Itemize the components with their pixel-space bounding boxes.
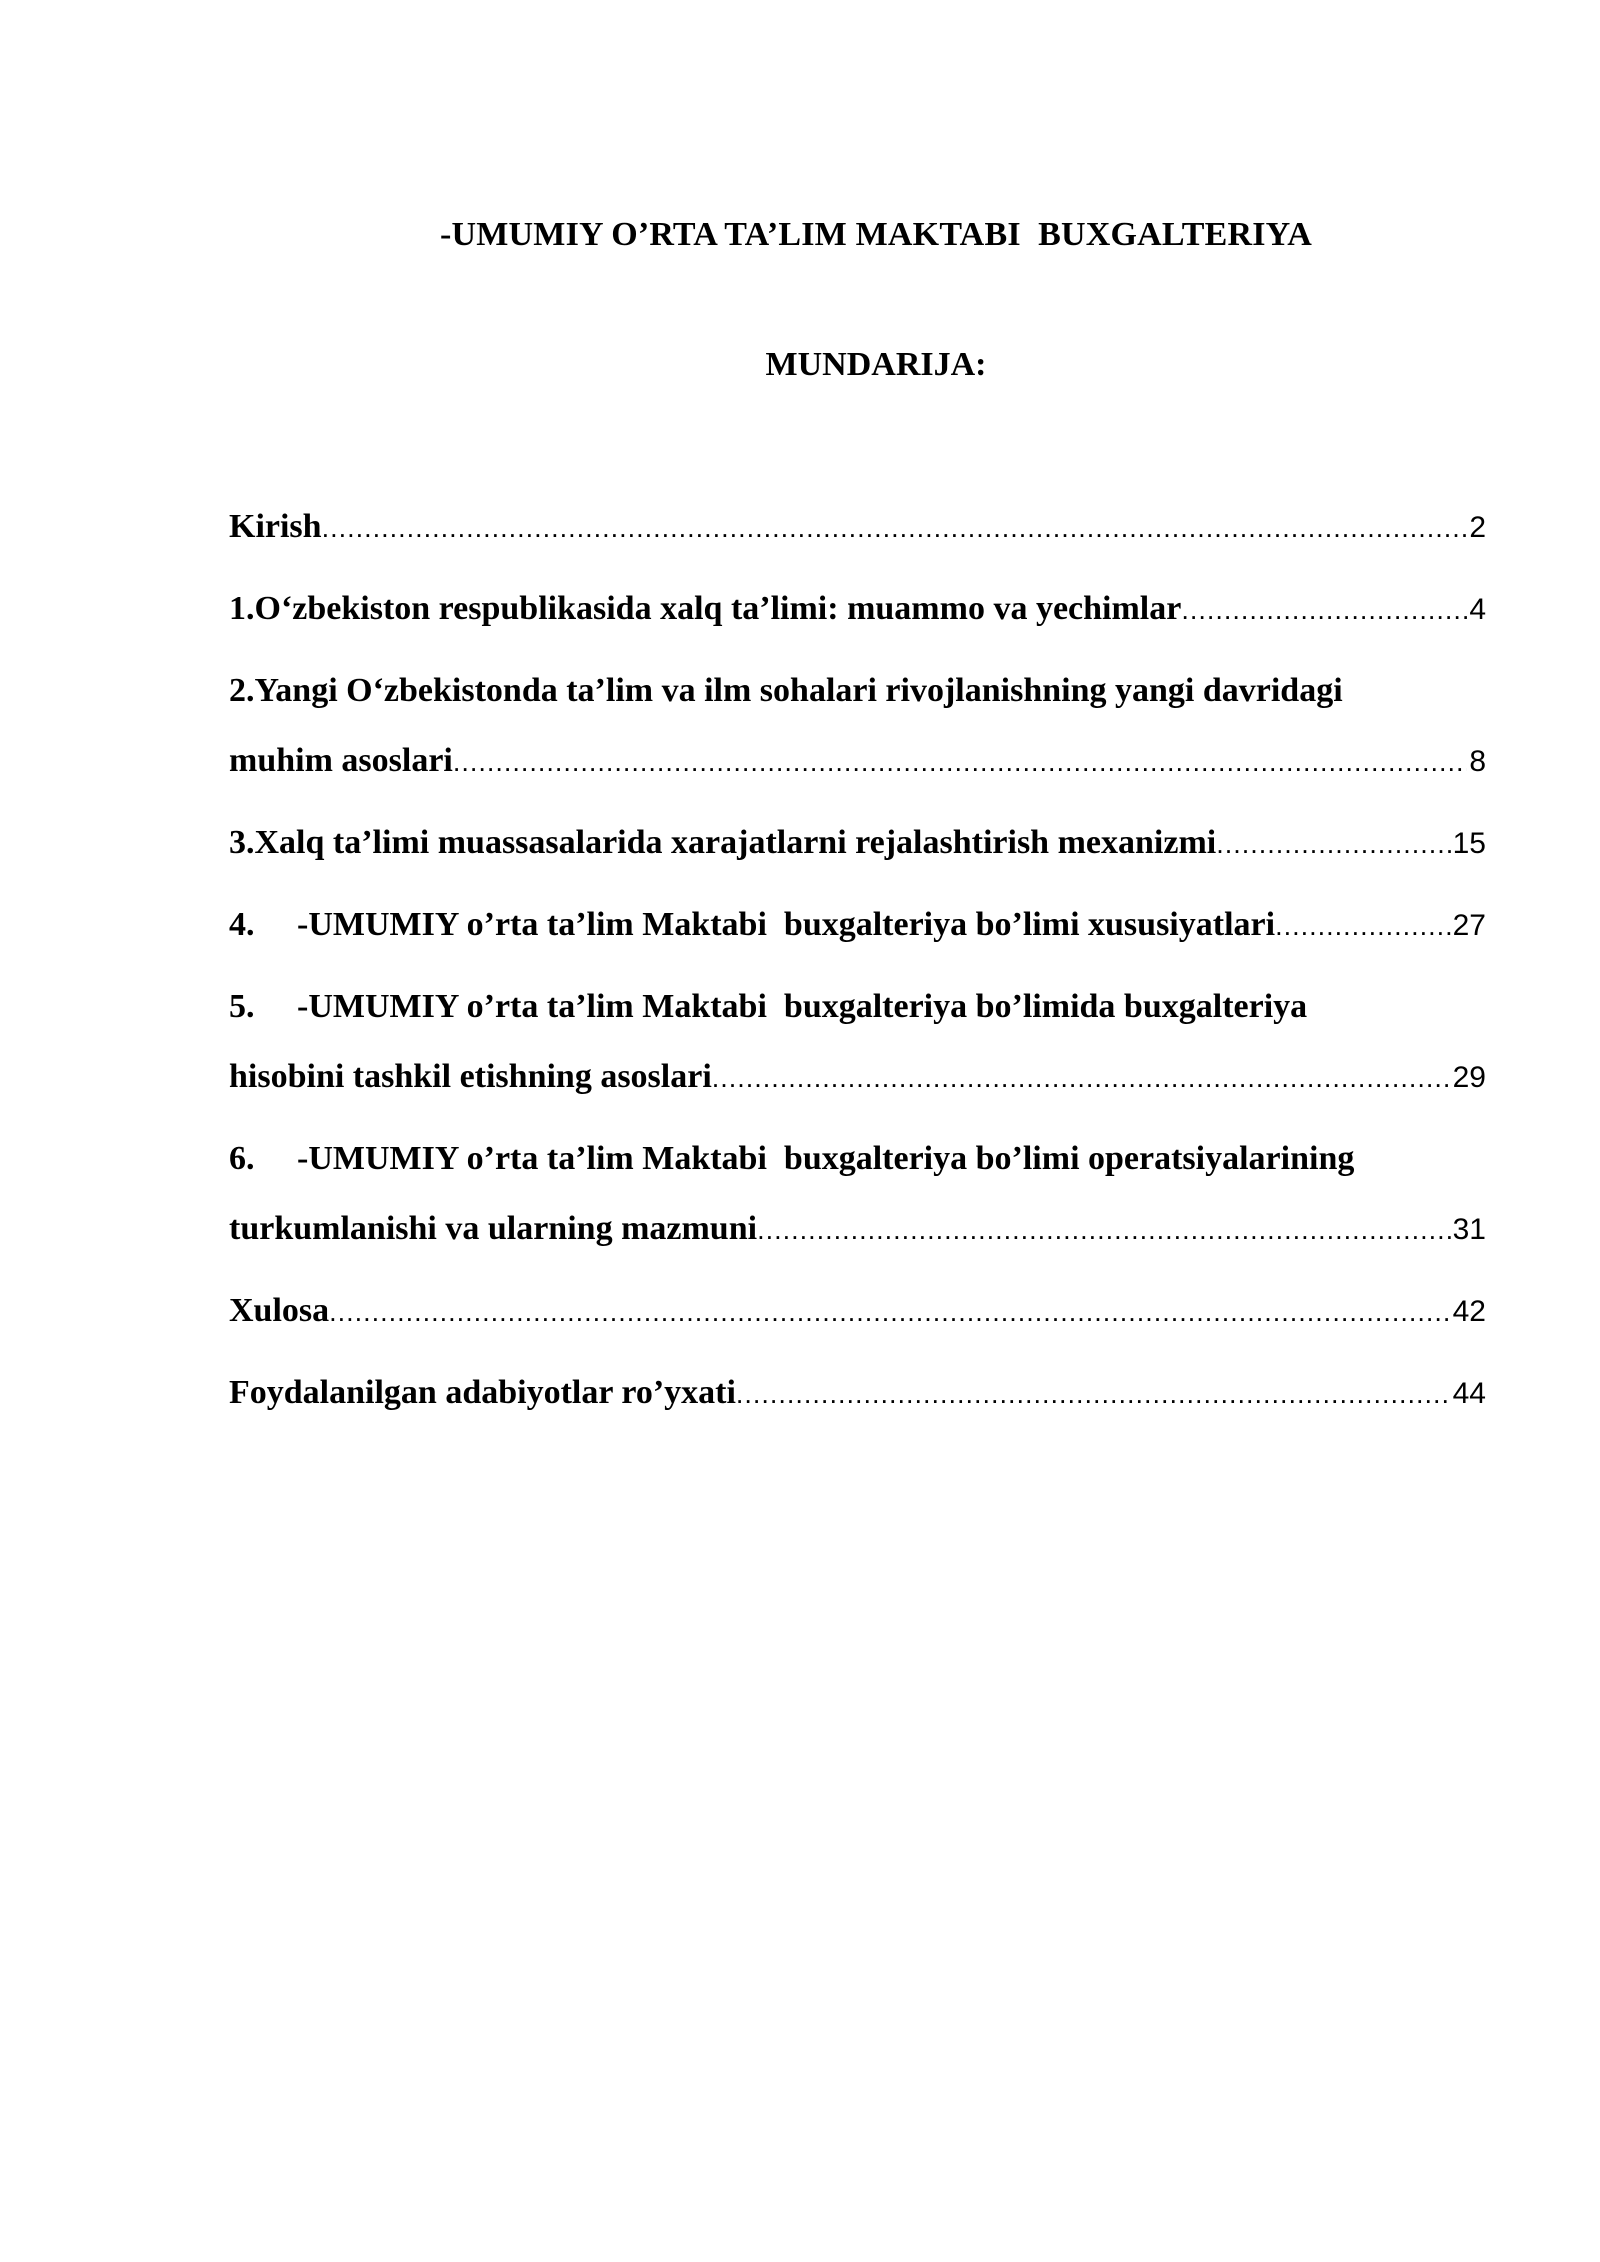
- toc-entry-title: Kirish: [229, 508, 322, 545]
- toc-entry-title: hisobini tashkil etishning asoslari: [229, 1058, 712, 1095]
- toc-entry: [229, 574, 1486, 644]
- toc-dot-leader: [1181, 575, 1467, 645]
- toc-entry-line: [229, 890, 1486, 960]
- toc-dot-leader: [757, 1195, 1451, 1265]
- toc-dot-leader: [1216, 809, 1450, 879]
- toc-entry: [229, 1358, 1486, 1428]
- toc-entry-line: [229, 492, 1486, 562]
- toc-dot-leader: [712, 1043, 1451, 1113]
- toc-dot-leader: [453, 727, 1467, 797]
- table-of-contents: [229, 492, 1486, 1440]
- toc-entry-line: [229, 1358, 1486, 1428]
- toc-entry-title-line: 2.Yangi O‘zbekistonda ta’lim va ilm sohalari rivojlanishning yangi davridagi: [229, 672, 1343, 709]
- toc-entry-title: 4. -UMUMIY o’rta ta’lim Maktabi buxgalteriya bo’limi xususiyatlari: [229, 906, 1276, 943]
- toc-dot-leader: [322, 493, 1468, 563]
- toc-entry-title: turkumlanishi va ularning mazmuni: [229, 1210, 758, 1247]
- toc-entry-line: [229, 1276, 1486, 1346]
- toc-entry: [229, 492, 1486, 562]
- toc-page-number: 2: [1469, 511, 1486, 544]
- toc-entry-line: [229, 1042, 1486, 1112]
- toc-page-number: 31: [1452, 1213, 1486, 1246]
- toc-page-number: 4: [1469, 593, 1486, 626]
- toc-entry: [229, 890, 1486, 960]
- toc-entry: [229, 1276, 1486, 1346]
- document-title: -UMUMIY O’RTA TA’LIM MAKTABI BUXGALTERIYA: [439, 216, 1313, 253]
- toc-dot-leader: [1275, 891, 1451, 961]
- toc-page-number: 44: [1452, 1377, 1486, 1410]
- toc-page-number: 29: [1452, 1061, 1486, 1094]
- toc-page-number: 42: [1452, 1295, 1486, 1328]
- toc-entry-title: muhim asoslari: [229, 742, 453, 779]
- toc-entry: [229, 1124, 1486, 1264]
- toc-dot-leader: [736, 1359, 1451, 1429]
- toc-entry-line: [229, 574, 1486, 644]
- toc-entry-line: [229, 1194, 1486, 1264]
- toc-entry: [229, 808, 1486, 878]
- toc-entry-title: 1.O‘zbekiston respublikasida xalq ta’limi: muammo va yechimlar: [229, 590, 1182, 627]
- toc-entry-title-line: 6. -UMUMIY o’rta ta’lim Maktabi buxgalteriya bo’limi operatsiyalarining: [229, 1140, 1355, 1177]
- toc-page-number: 8: [1469, 745, 1486, 778]
- toc-entry-line: [229, 808, 1486, 878]
- toc-entry-title: 3.Xalq ta’limi muassasalarida xarajatlarni rejalashtirish mexanizmi: [229, 824, 1217, 861]
- toc-page-number: 15: [1452, 827, 1486, 860]
- toc-entry: [229, 972, 1486, 1112]
- toc-page-number: 27: [1452, 909, 1486, 942]
- toc-entry-title: Foydalanilgan adabiyotlar ro’yxati: [229, 1374, 736, 1411]
- toc-dot-leader: [329, 1277, 1450, 1347]
- toc-heading: MUNDARIJA:: [765, 346, 987, 383]
- toc-entry: [229, 656, 1486, 796]
- toc-entry-line: [229, 726, 1486, 796]
- toc-entry-title-line: 5. -UMUMIY o’rta ta’lim Maktabi buxgalteriya bo’limida buxgalteriya: [229, 988, 1308, 1025]
- toc-entry-title: Xulosa: [229, 1292, 330, 1329]
